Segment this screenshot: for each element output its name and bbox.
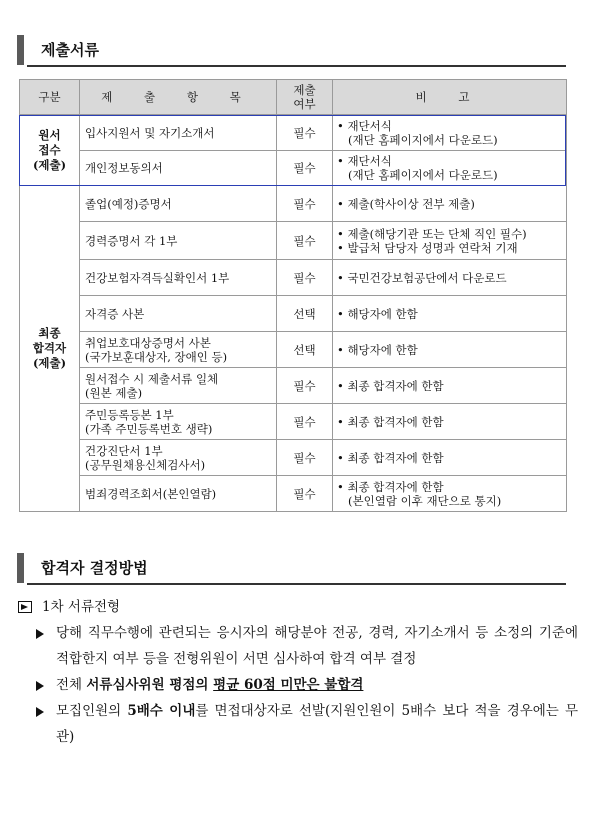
- triangle-bullet-icon: [36, 681, 44, 691]
- required-cell: 필수: [277, 186, 333, 222]
- item-cell: [80, 476, 277, 512]
- note-cell: [333, 296, 567, 332]
- table-row: [20, 296, 567, 332]
- table-row: [20, 476, 567, 512]
- table-header-row: [20, 80, 567, 115]
- note-line: (재단 홈페이지에서 다운로드): [348, 132, 498, 147]
- stage-heading: [18, 594, 578, 620]
- category-final: [20, 186, 80, 512]
- item-line: 건강보험자격득실확인서 1부: [85, 270, 230, 285]
- decision-bullets: [34, 620, 578, 750]
- item-line: 경력증명서 각 1부: [85, 233, 178, 248]
- item-cell: [80, 186, 277, 222]
- bullet-text-pre: 전체: [56, 677, 87, 693]
- item-cell: 개인정보동의서: [80, 151, 277, 186]
- note-cell: [333, 476, 567, 512]
- table-row: [20, 186, 567, 222]
- note-cell: [333, 222, 567, 260]
- decision-content: [18, 594, 578, 750]
- note-cell: [333, 260, 567, 296]
- note-line: • 최종 합격자에 한함: [337, 479, 444, 494]
- table-row: [20, 404, 567, 440]
- documents-table: [19, 79, 567, 512]
- item-cell: [80, 296, 277, 332]
- section-header-decision: [17, 553, 566, 585]
- note-line: • 제출(해당기관 또는 단체 직인 필수): [337, 226, 527, 241]
- category-line: 합격자: [32, 341, 67, 355]
- bullet-text-post: 를 면접대상자로 선발(지원인원이 5배수 보다 적을 경우에는 무관): [56, 703, 578, 745]
- required-cell: 필수: [277, 115, 333, 151]
- table-row: [20, 260, 567, 296]
- item-line: 취업보호대상증명서 사본: [85, 335, 211, 350]
- required-cell: 필수: [277, 404, 333, 440]
- table-row: [20, 368, 567, 404]
- item-cell: [80, 440, 277, 476]
- note-cell: [333, 440, 567, 476]
- header-required-line2: 여부: [293, 97, 316, 111]
- note-cell: [333, 332, 567, 368]
- category-line: 접수: [38, 142, 61, 157]
- note-line: • 최종 합격자에 한함: [337, 378, 444, 393]
- category-application: [20, 115, 80, 186]
- header-item: 제 출 항 목: [80, 80, 277, 115]
- item-cell: 입사지원서 및 자기소개서: [80, 115, 277, 151]
- section-rule: [27, 583, 566, 585]
- note-cell: [333, 115, 567, 151]
- note-cell: [333, 368, 567, 404]
- note-line: • 국민건강보험공단에서 다운로드: [337, 270, 507, 285]
- bullet-text-underlined: 평균 60점 미만은 불합격: [213, 677, 364, 693]
- note-line: • 재단서식: [337, 118, 392, 133]
- item-line: (가족 주민등록번호 생략): [85, 421, 213, 436]
- section-rule: [27, 65, 566, 67]
- item-line: 주민등록등본 1부: [85, 407, 174, 422]
- list-item: [34, 672, 578, 698]
- item-line: (원본 제출): [85, 385, 143, 400]
- table-row: [20, 151, 567, 186]
- arrow-right-icon: [18, 601, 32, 613]
- item-line: 건강진단서 1부: [85, 443, 163, 458]
- section-marker: [17, 553, 24, 583]
- item-line: 졸업(예정)증명서: [85, 196, 172, 211]
- required-cell: 필수: [277, 368, 333, 404]
- header-required: [277, 80, 333, 115]
- category-line: 원서: [38, 127, 61, 142]
- header-note: 비 고: [333, 80, 567, 115]
- table-row: [20, 332, 567, 368]
- item-cell: [80, 368, 277, 404]
- required-cell: 필수: [277, 440, 333, 476]
- item-line: (국가보훈대상자, 장애인 등): [85, 349, 228, 364]
- stage-label: 1차 서류전형: [42, 599, 121, 615]
- bullet-text: 당해 직무수행에 관련되는 응시자의 해당분야 전공, 경력, 자기소개서 등 소정의 기준에 적합한지 여부 등을 전형위원이 서면 심사하여 합격 여부 결정: [56, 625, 578, 667]
- note-cell: [333, 151, 567, 186]
- required-cell: 필수: [277, 476, 333, 512]
- note-line: (재단 홈페이지에서 다운로드): [348, 168, 498, 182]
- item-line: 범죄경력조회서(본인열람): [85, 486, 217, 501]
- required-cell: 선택: [277, 332, 333, 368]
- note-line: • 재단서식: [337, 154, 392, 168]
- required-cell: 필수: [277, 222, 333, 260]
- section-header-documents: [17, 35, 566, 67]
- item-cell: [80, 404, 277, 440]
- note-cell: [333, 404, 567, 440]
- bullet-text-pre: 모집인원의: [56, 703, 128, 719]
- note-line: • 최종 합격자에 한함: [337, 414, 444, 429]
- required-cell: 필수: [277, 260, 333, 296]
- section-marker: [17, 35, 24, 65]
- header-required-line1: 제출: [293, 83, 316, 97]
- note-line: • 발급처 담당자 성명과 연락처 기재: [337, 240, 518, 255]
- table-row: [20, 115, 567, 151]
- header-category: 구분: [20, 80, 80, 115]
- triangle-bullet-icon: [36, 707, 44, 717]
- note-line: • 제출(학사이상 전부 제출): [337, 196, 475, 211]
- required-cell: 선택: [277, 296, 333, 332]
- item-line: 원서접수 시 제출서류 일체: [85, 371, 219, 386]
- bullet-text-bold: 서류심사위원 평점의: [86, 677, 214, 693]
- note-cell: [333, 186, 567, 222]
- table-row: [20, 222, 567, 260]
- note-line: (본인열람 이후 재단으로 통지): [348, 493, 502, 508]
- item-line: 자격증 사본: [85, 306, 145, 321]
- category-line: 최종: [38, 326, 61, 340]
- note-line: • 해당자에 한함: [337, 342, 418, 357]
- required-cell: 필수: [277, 151, 333, 186]
- item-cell: [80, 222, 277, 260]
- triangle-bullet-icon: [36, 629, 44, 639]
- table-row: [20, 440, 567, 476]
- category-line: (제출): [32, 157, 67, 172]
- item-cell: [80, 332, 277, 368]
- section-title: 제출서류: [41, 41, 99, 59]
- bullet-text-bold: 5배수 이내: [127, 703, 196, 719]
- note-line: • 해당자에 한함: [337, 306, 418, 321]
- item-cell: [80, 260, 277, 296]
- category-line: (제출): [32, 356, 67, 370]
- item-line: (공무원채용신체검사서): [85, 457, 206, 472]
- list-item: [34, 698, 578, 750]
- list-item: [34, 620, 578, 672]
- section-title: 합격자 결정방법: [41, 559, 148, 577]
- note-line: • 최종 합격자에 한함: [337, 450, 444, 465]
